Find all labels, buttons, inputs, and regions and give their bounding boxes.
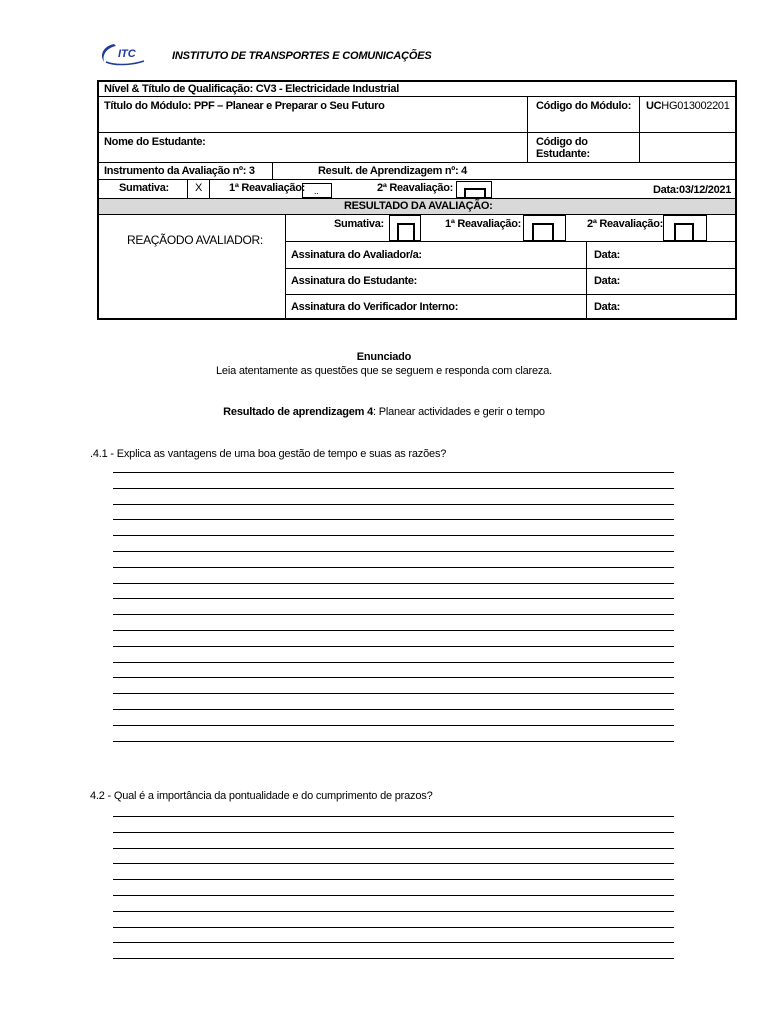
answer-line-4-2-8[interactable]: [113, 927, 674, 928]
codigo-estudante-label-2: Estudante:: [536, 148, 590, 160]
instruction-text: Leia atentamente as questões que se seguem e responda com clareza.: [216, 365, 552, 377]
answer-line-4-1-6[interactable]: [113, 551, 674, 552]
itc-logo: [98, 40, 150, 68]
answer-line-4-1-2[interactable]: [113, 488, 674, 489]
data-avaliador-label: Data:: [594, 249, 621, 261]
titulo-modulo: Título do Módulo: PPF – Planear e Preparar o Seu Futuro: [104, 100, 385, 112]
result-aprendizagem-label: Result. de Aprendizagem nº: 4: [318, 165, 467, 177]
institute-name: INSTITUTO DE TRANSPORTES E COMUNICAÇÕES: [172, 50, 432, 62]
codigo-modulo-label: Código do Módulo:: [536, 100, 632, 112]
res-reav2-label: 2ª Reavaliação:: [587, 218, 664, 230]
answer-line-4-1-1[interactable]: [113, 472, 674, 473]
answer-line-4-1-4[interactable]: [113, 519, 674, 520]
answer-line-4-2-2[interactable]: [113, 832, 674, 833]
codigo-modulo-number: HG013002201: [661, 100, 730, 112]
answer-line-4-1-10[interactable]: [113, 614, 674, 615]
answer-line-4-1-18[interactable]: [113, 741, 674, 742]
answer-line-4-1-8[interactable]: [113, 583, 674, 584]
answer-line-4-1-9[interactable]: [113, 598, 674, 599]
answer-line-4-1-7[interactable]: [113, 567, 674, 568]
answer-line-4-2-9[interactable]: [113, 942, 674, 943]
resultado-aprendizagem: [0, 406, 768, 418]
reav2-label: 2ª Reavaliação:: [377, 182, 454, 194]
nome-estudante-label: Nome do Estudante:: [104, 136, 206, 148]
answer-line-4-2-4[interactable]: [113, 863, 674, 864]
instrumento-label: Instrumento da Avaliação nº: 3: [104, 165, 255, 177]
answer-line-4-2-5[interactable]: [113, 879, 674, 880]
answer-line-4-2-6[interactable]: [113, 895, 674, 896]
answer-line-4-1-5[interactable]: [113, 535, 674, 536]
question-4-2: 4.2 - Qual é a importância da pontualidade e do cumprimento de prazos?: [90, 790, 433, 802]
assessment-form: [97, 80, 737, 320]
reacao-avaliador: REAÇÃODO AVALIADOR:: [127, 233, 263, 247]
answer-line-4-1-12[interactable]: [113, 646, 674, 647]
codigo-modulo-prefix: UC: [646, 100, 662, 112]
answer-line-4-1-11[interactable]: [113, 630, 674, 631]
codigo-modulo-value: [646, 100, 730, 112]
resultado-title: RESULTADO DA AVALIAÇÃO:: [344, 200, 493, 212]
assinatura-avaliador: Assinatura do Avaliador/a:: [291, 249, 422, 261]
nivel-label: Nível & Título de Qualificação: CV3 - Electricidade Industrial: [104, 83, 399, 95]
res-sumativa-label: Sumativa:: [334, 218, 384, 230]
data-estudante-label: Data:: [594, 275, 621, 287]
reav1-label: 1ª Reavaliação:: [229, 182, 306, 194]
answer-line-4-2-10[interactable]: [113, 958, 674, 959]
answer-line-4-1-3[interactable]: [113, 504, 674, 505]
resultado-bold: Resultado de aprendizagem 4: [223, 406, 374, 418]
answer-line-4-1-14[interactable]: [113, 677, 674, 678]
answer-line-4-2-3[interactable]: [113, 848, 674, 849]
data-verificador-label: Data:: [594, 301, 621, 313]
assinatura-verificador: Assinatura do Verificador Interno:: [291, 301, 459, 313]
codigo-estudante-label-1: Código do: [536, 136, 588, 148]
res-reav1-label: 1ª Reavaliação:: [445, 218, 522, 230]
sumativa-label: Sumativa:: [119, 182, 169, 194]
enunciado-title: Enunciado: [356, 351, 412, 363]
answer-line-4-1-17[interactable]: [113, 725, 674, 726]
reav2-checkbox[interactable]: [464, 188, 486, 198]
res-sumativa-checkbox[interactable]: [397, 223, 415, 241]
answer-line-4-1-13[interactable]: [113, 662, 674, 663]
data-date: Data:03/12/2021: [653, 184, 732, 196]
assinatura-estudante: Assinatura do Estudante:: [291, 275, 418, 287]
resultado-rest: : Planear actividades e gerir o tempo: [373, 406, 545, 418]
answer-line-4-1-16[interactable]: [113, 709, 674, 710]
answer-line-4-1-15[interactable]: [113, 693, 674, 694]
answer-line-4-2-7[interactable]: [113, 911, 674, 912]
question-4-1: .4.1 - Explica as vantagens de uma boa gestão de tempo e suas as razões?: [90, 448, 447, 460]
logo-text: ITC: [118, 48, 136, 60]
answer-line-4-2-1[interactable]: [113, 816, 674, 817]
res-reav1-checkbox[interactable]: [532, 223, 554, 241]
reav1-mark: ..: [314, 186, 319, 196]
sumativa-mark: X: [195, 182, 203, 194]
res-reav2-checkbox[interactable]: [674, 223, 694, 241]
